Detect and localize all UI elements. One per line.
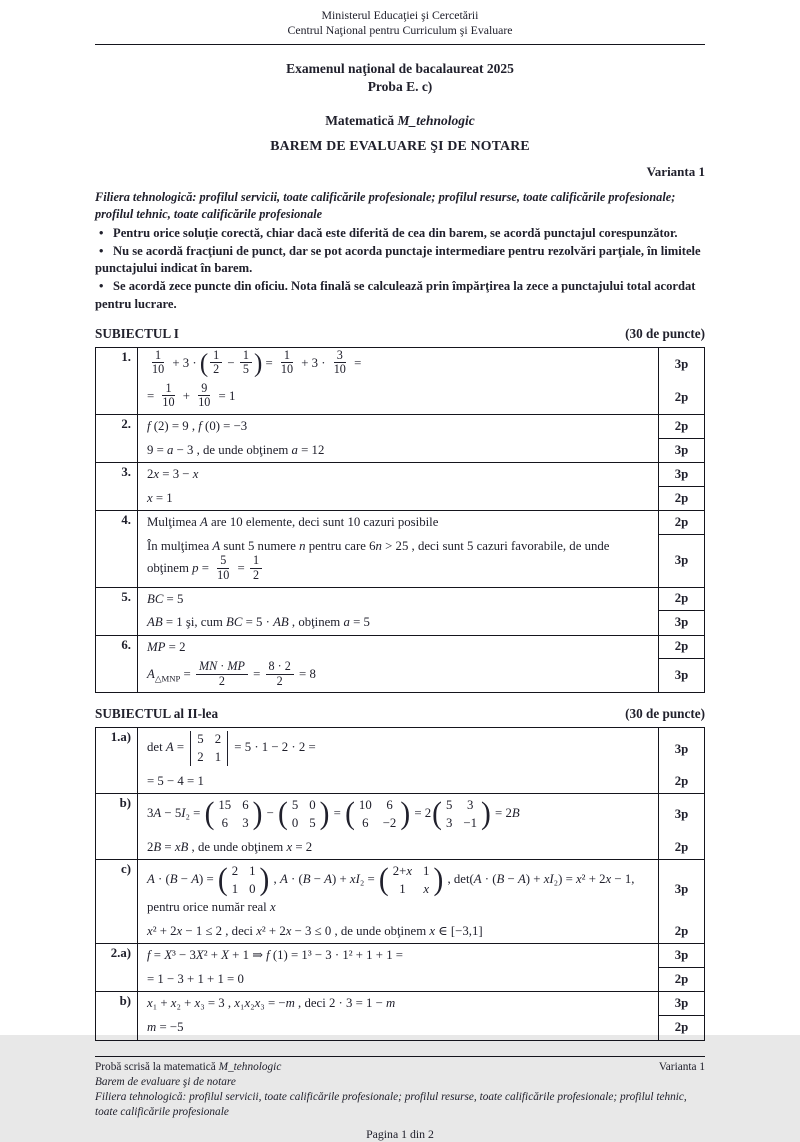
exam-title: Examenul naţional de bacalaureat 2025 — [286, 60, 514, 76]
fraction: $\frac{1}{10}$ — [162, 380, 175, 410]
filiera-note: Filiera tehnologică: profilul servicii, toate calificările profesionale; profilul resurse, toate calificările profesionale; profilul tehnic, toate calificările profesionale — [95, 190, 676, 222]
exam-title-block — [95, 60, 705, 96]
row-label: 5. — [96, 588, 138, 635]
row-label: b) — [96, 992, 138, 1039]
section-points: (30 de puncte) — [625, 706, 705, 722]
org-line2: Centrul Naţional pentru Curriculum şi Evaluare — [287, 23, 513, 38]
section-title: SUBIECTUL al II-lea — [95, 706, 219, 722]
fraction: $\frac{9}{10}$ — [198, 380, 211, 410]
points-cell: 3p — [658, 348, 704, 381]
bullet-icon: • — [99, 244, 104, 259]
points-cell: 2p — [658, 1016, 704, 1040]
points-cell: 2p — [658, 920, 704, 944]
paren-icon: ) — [481, 796, 491, 832]
points-cell: 2p — [658, 588, 704, 612]
footer-filiera: Filiera tehnologică: profilul servicii, toate calificările profesionale; profilul resurse, toate calificările profesionale; profilul tehnic, toate calificările profesionale — [95, 1090, 687, 1118]
score-line — [138, 535, 704, 587]
rubric-table — [95, 347, 705, 694]
solution-content: = 5 − 4 = 1 — [147, 773, 204, 788]
det-bar — [227, 731, 228, 765]
fraction: $\frac{5}{10}$ — [217, 553, 230, 582]
solution-content: f (2) = 9 , f (0) = −3 — [147, 419, 248, 434]
subject-profile: M_tehnologic — [397, 113, 475, 129]
fraction: $\frac{1}{2}$ — [210, 349, 222, 377]
det-bar — [190, 731, 191, 765]
solution-content: În mulţimea A sunt 5 numere n pentru care 6n > 25 , deci sunt 5 cazuri favorabile, de unde obţinem p = $\frac{5}{10}$ = $\frac{1}{2}$ — [147, 538, 610, 582]
solution-content: 9 = a − 3 , de unde obţinem a = 12 — [147, 442, 325, 457]
row-label: b) — [96, 794, 138, 859]
solution-content: $A_{\triangle MNP}$ = $\frac{MN \cdot MP}{2}$ = $\frac{8 \cdot 2}{2}$ = 8 — [147, 659, 316, 688]
table-row — [96, 793, 704, 859]
score-line — [138, 860, 704, 920]
points-cell: 3p — [658, 611, 704, 635]
instruction-bullet: • Pentru orice soluţie corectă, chiar dacă este diferită de cea din barem, se acordă punctajul corespunzător. — [95, 225, 705, 242]
footer-subject: Probă scrisă la matematică M_tehnologic — [95, 1060, 282, 1073]
table-row — [96, 635, 704, 693]
solution-content: f = X³ − 3X² + X + 1 ⇒ f (1) = 1³ − 3 · 1² + 1 + 1 = — [147, 948, 404, 963]
variant-label: Varianta 1 — [646, 164, 705, 180]
footer-line2: Barem de evaluare şi de notare — [95, 1075, 236, 1088]
page-footer — [95, 1056, 705, 1142]
score-line — [138, 463, 704, 487]
score-line — [138, 611, 704, 635]
footer-variant: Varianta 1 — [658, 1060, 705, 1073]
determinant: 5 2 2 1 — [188, 730, 230, 766]
solution-content: MP = 2 — [147, 639, 186, 654]
fraction: $\frac{1}{5}$ — [240, 349, 252, 377]
row-label: 4. — [96, 511, 138, 586]
rubric-table — [95, 727, 705, 1040]
solution-content: A · (B − A) = ( 2 1 1 0 ) , A · (B − A) + xI₂ = ( 2+x 1 1 x ) , det(A · (B − A) + xI₂) = x² + 2x − 1, pentru orice număr real x — [147, 862, 635, 915]
subject-prefix: Matematică — [325, 113, 398, 129]
solution-content: 2x = 3 − x — [147, 467, 199, 482]
score-line — [138, 728, 704, 769]
solution-content: Mulţimea A are 10 elemente, deci sunt 10 cazuri posibile — [147, 515, 439, 530]
header-divider — [95, 44, 705, 45]
row-label: 1. — [96, 348, 138, 414]
points-cell: 3p — [658, 992, 704, 1016]
matrix: ( 10 6 6 −2 ) — [345, 796, 411, 832]
page-number: Pagina 1 din 2 — [366, 1126, 434, 1141]
table-row — [96, 462, 704, 510]
footer-line1 — [95, 1060, 705, 1075]
table-row — [96, 859, 704, 943]
score-line — [138, 511, 704, 535]
section-header — [95, 706, 705, 722]
solution-content: det A = 5 2 2 1 = 5 · 1 − 2 · 2 = — [138, 728, 658, 769]
fraction: $\frac{8 \cdot 2}{2}$ — [266, 660, 294, 688]
score-line — [138, 836, 704, 860]
points-cell: 2p — [658, 636, 704, 660]
score-line — [138, 1016, 704, 1040]
points-cell: 3p — [658, 794, 704, 835]
score-line — [138, 348, 704, 381]
matrix: ( 15 6 6 3 ) — [204, 796, 263, 832]
table-row — [96, 587, 704, 635]
matrix: ( 2+x 1 1 x ) — [378, 862, 444, 897]
row-label: 2. — [96, 415, 138, 462]
solution-content: BC = 5 — [147, 591, 184, 606]
solution-content: = 1 − 3 + 1 + 1 = 0 — [147, 971, 244, 986]
table-row — [96, 991, 704, 1039]
matrix: ( 5 0 0 5 ) — [278, 796, 330, 832]
table-row — [96, 728, 704, 793]
fraction: $\frac{1}{10}$ — [152, 347, 165, 377]
solution-content: $\frac{1}{10}$ + 3 · ( $\frac{1}{2}$ − $\frac{1}{5}$ ) = $\frac{1}{10}$ + 3 · $\frac{3}{10}$ = — [138, 348, 658, 381]
score-line — [138, 439, 704, 463]
paren-icon: ) — [252, 796, 263, 832]
bullet-icon: • — [99, 226, 104, 241]
matrix: ( 2 1 1 0 ) — [217, 862, 270, 897]
points-cell: 2p — [658, 487, 704, 511]
score-line — [138, 381, 704, 414]
points-cell: 3p — [658, 659, 704, 692]
row-label: 2.a) — [96, 944, 138, 991]
score-line — [138, 992, 704, 1016]
paren-icon: ) — [400, 796, 411, 832]
points-cell: 3p — [658, 463, 704, 487]
instruction-bullet: • Se acordă zece puncte din oficiu. Nota finală se calculează prin împărţirea la zece a punctajului total acordat pentru lucrare. — [95, 279, 696, 311]
paren-icon: ) — [319, 796, 330, 832]
solution-content: = $\frac{1}{10}$ + $\frac{9}{10}$ = 1 — [147, 380, 236, 410]
paren-icon: ( — [217, 862, 228, 897]
solution-content: AB = 1 şi, cum BC = 5 · AB , obţinem a = 5 — [147, 615, 370, 630]
fraction: $\frac{1}{10}$ — [280, 347, 294, 377]
org-header — [95, 8, 705, 39]
fraction: $\frac{MN \cdot MP}{2}$ — [196, 660, 248, 688]
instruction-bullet: • Nu se acordă fracţiuni de punct, dar se pot acorda punctaje intermediare pentru rezolvări parţiale, în limitele punctajului indicat în barem. — [95, 244, 701, 276]
paren-icon: ( — [378, 862, 389, 897]
big-paren: ( — [199, 349, 209, 378]
subject-title — [95, 113, 705, 129]
row-label: 3. — [96, 463, 138, 510]
instructions-list — [95, 225, 705, 313]
points-cell: 3p — [658, 860, 704, 920]
paren-icon: ) — [259, 862, 270, 897]
score-line — [138, 920, 704, 944]
score-line — [138, 794, 704, 835]
section-points: (30 de puncte) — [625, 325, 705, 341]
org-line1: Ministerul Educaţiei şi Cercetării — [321, 8, 479, 22]
points-cell: 2p — [658, 511, 704, 535]
rubric-sections — [95, 326, 705, 1041]
paren-icon: ( — [204, 796, 215, 832]
points-cell: 2p — [658, 968, 704, 992]
table-row — [96, 510, 704, 586]
row-label: c) — [96, 860, 138, 943]
exam-proba: Proba E. c) — [367, 78, 433, 94]
table-row — [96, 943, 704, 991]
section-header — [95, 326, 705, 342]
row-label: 1.a) — [96, 728, 138, 793]
solution-content: 3A − 5I₂ = ( 15 6 6 3 ) − ( 5 0 0 5 ) = ( 10 6 6 −2 ) = 2 ( 5 3 3 −1 ) = 2B — [147, 796, 520, 832]
table-row — [96, 414, 704, 462]
points-cell: 2p — [658, 381, 704, 414]
score-line — [138, 944, 704, 968]
score-line — [138, 487, 704, 511]
paren-icon: ) — [433, 862, 444, 897]
solution-content: x² + 2x − 1 ≤ 2 , deci x² + 2x − 3 ≤ 0 , de unde obţinem x ∈ [−3,1] — [147, 923, 483, 938]
score-line — [138, 659, 704, 692]
solution-content: x = 1 — [147, 490, 173, 505]
section-title: SUBIECTUL I — [95, 325, 179, 341]
solution-content: 2B = xB , de unde obţinem x = 2 — [147, 839, 313, 854]
row-label: 6. — [96, 636, 138, 693]
points-cell: 3p — [658, 439, 704, 463]
bullet-icon: • — [99, 279, 104, 294]
score-line — [138, 636, 704, 660]
points-cell: 3p — [658, 944, 704, 968]
fraction: $\frac{1}{2}$ — [250, 554, 262, 582]
barem-title: BAREM DE EVALUARE ŞI DE NOTARE — [270, 138, 530, 154]
score-line — [138, 968, 704, 992]
paren-icon: ( — [345, 796, 355, 832]
score-line — [138, 415, 704, 439]
big-paren: ) — [253, 349, 263, 378]
solution-content: m = −5 — [147, 1020, 184, 1035]
paren-icon: ( — [432, 796, 442, 832]
points-cell: 3p — [658, 535, 704, 587]
points-cell: 2p — [658, 770, 704, 794]
points-cell: 2p — [658, 836, 704, 860]
solution-content: x₁ + x₂ + x₃ = 3 , x₁x₂x₃ = −m , deci 2 · 3 = 1 − m — [147, 996, 396, 1011]
fraction: $\frac{3}{10}$ — [333, 347, 346, 377]
table-row — [96, 348, 704, 414]
paren-icon: ( — [278, 796, 288, 832]
points-cell: 2p — [658, 415, 704, 439]
score-line — [138, 770, 704, 794]
points-cell: 3p — [658, 728, 704, 769]
score-line — [138, 588, 704, 612]
matrix: ( 5 3 3 −1 ) — [432, 796, 491, 832]
